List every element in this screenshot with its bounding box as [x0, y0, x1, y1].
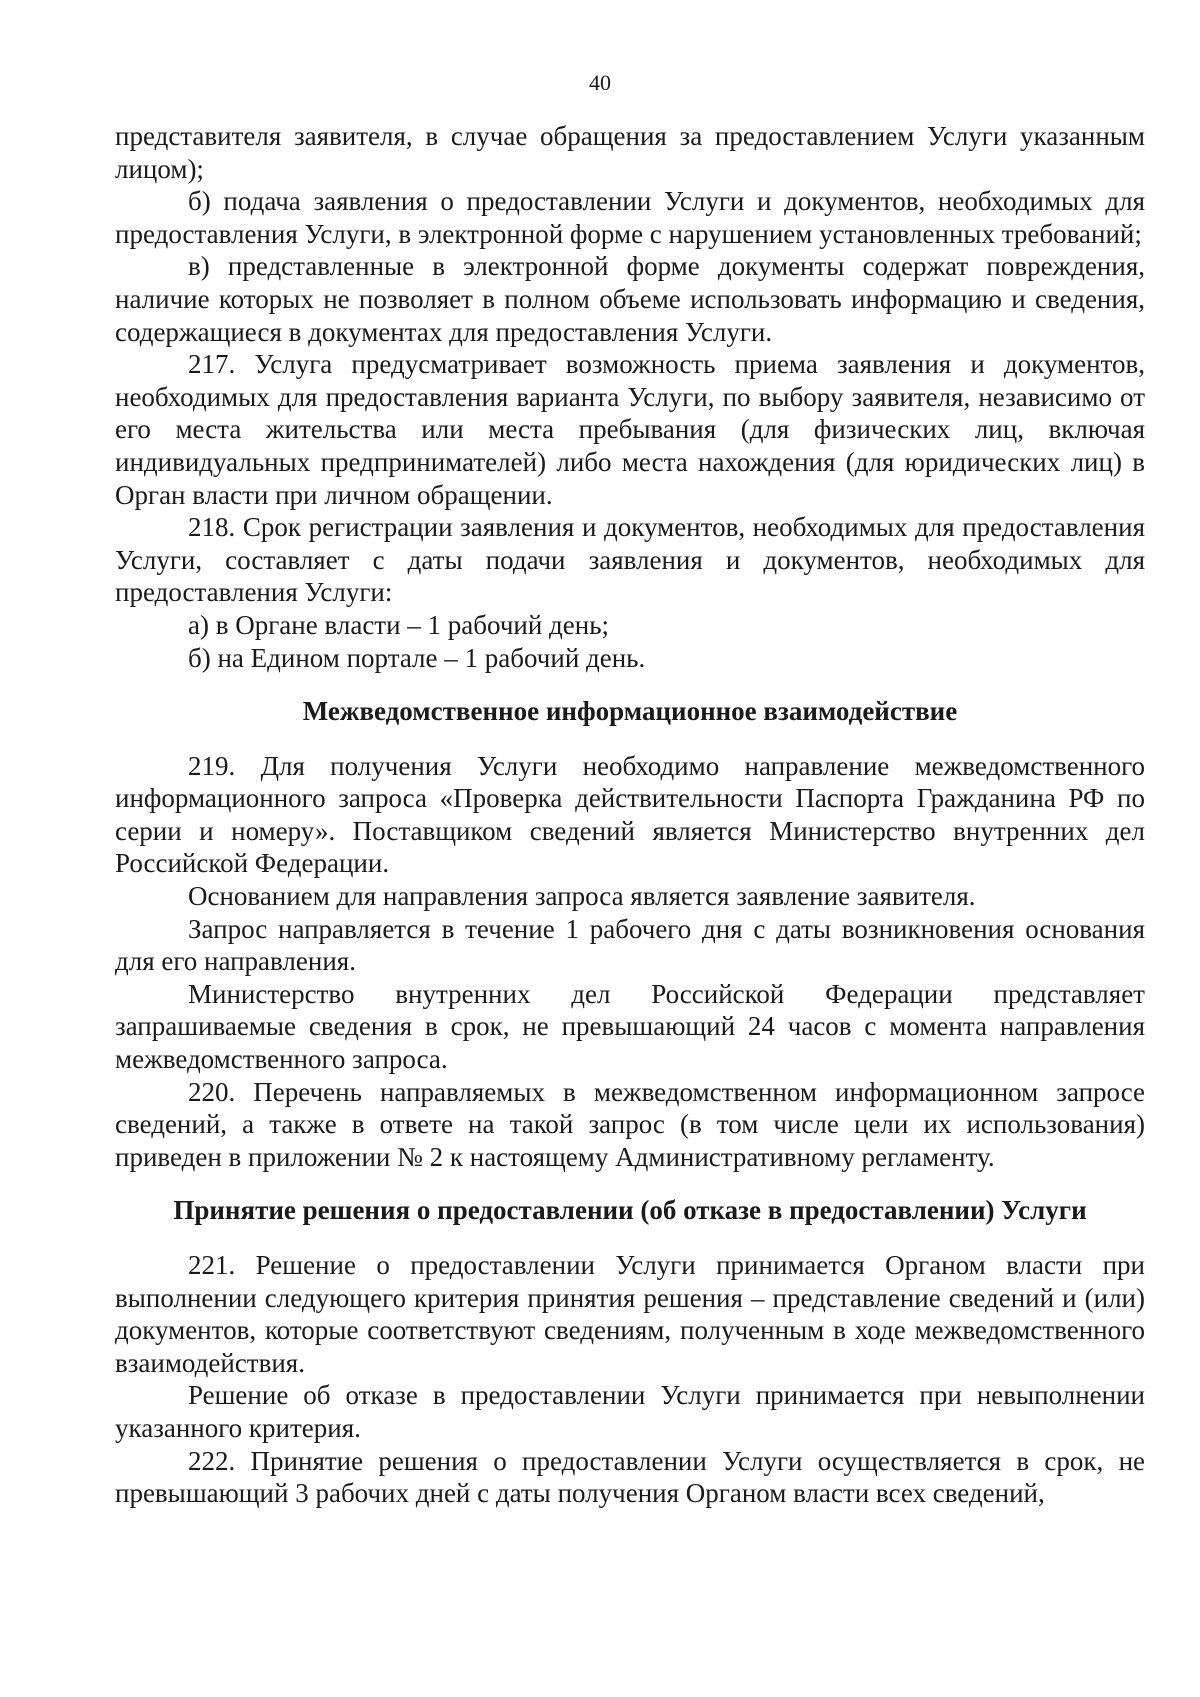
list-item: б) на Едином портале – 1 рабочий день.	[188, 642, 646, 673]
paragraph: 222. Принятие решения о предоставлении Услуги осуществляется в срок, не превышающий 3 рабочих дней с даты получения Органом власти всех сведений,	[115, 1445, 1145, 1509]
paragraph: 219. Для получения Услуги необходимо направление межведомственного информационного запроса «Проверка действительности Паспорта Гражданина РФ по серии и номеру». Поставщиком сведений является Министерство внутренних дел Российской Федерации.	[115, 750, 1145, 879]
section-heading-decision: Принятие решения о предоставлении (об отказе в предоставлении) Услуги	[173, 1195, 1087, 1226]
paragraph: представителя заявителя, в случае обращения за предоставлением Услуги указанным лицом);	[115, 121, 1145, 184]
paragraph: 221. Решение о предоставлении Услуги принимается Органом власти при выполнении следующего критерия принятия решения – представление сведений и (или) документов, которые соответствуют сведениям, полученным в ходе межведомственного взаимодействия.	[115, 1250, 1145, 1378]
section-heading-interagency: Межведомственное информационное взаимодействие	[302, 696, 958, 727]
paragraph: Основанием для направления запроса является заявление заявителя.	[188, 881, 976, 912]
paragraph: б) подача заявления о предоставлении Услуги и документов, необходимых для предоставления Услуги, в электронной форме с нарушением установленных требований;	[115, 186, 1145, 249]
page-content	[115, 120, 1145, 1510]
paragraph: Решение об отказе в предоставлении Услуги принимается при невыполнении указанного критерия.	[115, 1380, 1145, 1443]
paragraph: 218. Срок регистрации заявления и документов, необходимых для предоставления Услуги, составляет с даты подачи заявления и документов, необходимых для предоставления Услуги:	[115, 512, 1145, 608]
paragraph: 217. Услуга предусматривает возможность приема заявления и документов, необходимых для предоставления варианта Услуги, по выбору заявителя, независимо от его места жительства или места пребывания (для физических лиц, включая индивидуальных предпринимателей) либо места нахождения (для юридических лиц) в Орган власти при личном обращении.	[115, 349, 1145, 510]
paragraph: в) представленные в электронной форме документы содержат повреждения, наличие которых не позволяет в полном объеме использовать информацию и сведения, содержащиеся в документах для предоставления Услуги.	[115, 251, 1145, 347]
page-number: 40	[589, 70, 611, 95]
paragraph: 220. Перечень направляемых в межведомственном информационном запросе сведений, а также в ответе на такой запрос (в том числе цели их использования) приведен в приложении № 2 к настоящему Административному регламенту.	[115, 1076, 1145, 1172]
paragraph: Министерство внутренних дел Российской Федерации представляет запрашиваемые сведения в срок, не превышающий 24 часов с момента направления межведомственного запроса.	[115, 978, 1145, 1075]
paragraph: Запрос направляется в течение 1 рабочего дня с даты возникновения основания для его направления.	[115, 913, 1145, 977]
list-item: а) в Органе власти – 1 рабочий день;	[188, 609, 610, 640]
